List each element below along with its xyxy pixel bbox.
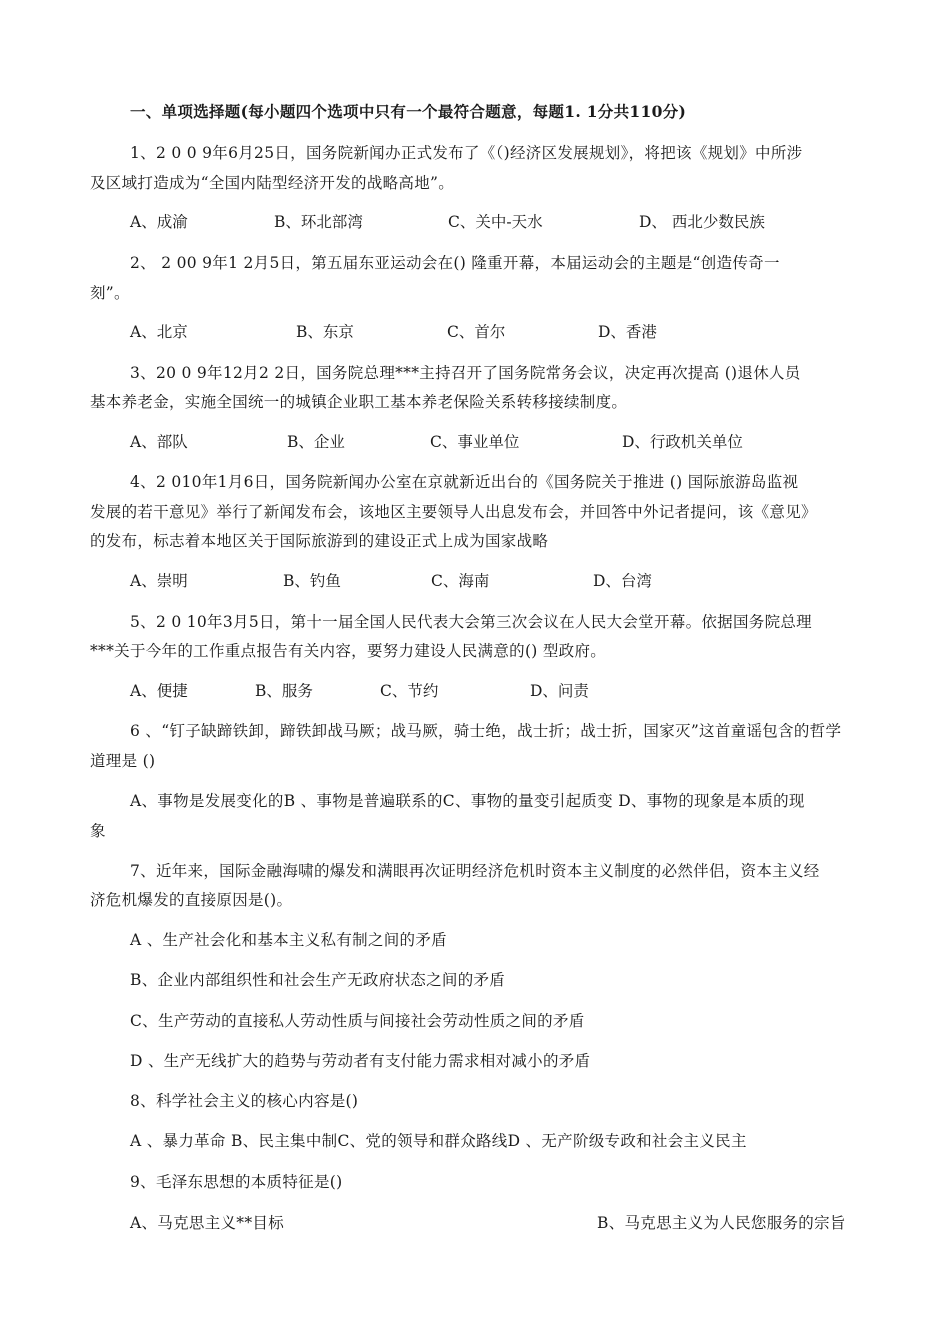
option-d: D、香港 xyxy=(598,323,657,341)
question-2-options xyxy=(90,322,860,342)
question-5-options xyxy=(90,681,860,701)
question-3-line-1: 3、20 0 9年12月2 2日，国务院总理***主持召开了国务院常务会议，决定再次提高 ()退休人员 xyxy=(130,364,801,382)
option-a: A、部队 xyxy=(130,433,188,451)
option-d: D、 西北少数民族 xyxy=(639,213,765,231)
option-a: A、崇明 xyxy=(130,572,188,590)
question-6-line-2: 道理是 () xyxy=(90,752,156,770)
question-3-options xyxy=(90,432,860,452)
question-7-line-1: 7、近年来，国际金融海啸的爆发和满眼再次证明经济危机时资本主义制度的必然伴侣，资本主义经 xyxy=(130,862,820,880)
option-b: B、环北部湾 xyxy=(274,213,363,231)
option-c: C、关中-天水 xyxy=(448,213,543,231)
option-a: A、成渝 xyxy=(130,213,188,231)
option-a: A、便捷 xyxy=(130,682,188,700)
option-b: B、服务 xyxy=(255,682,313,700)
option-b: B、钓鱼 xyxy=(283,572,341,590)
question-7-option-c: C、生产劳动的直接私人劳动性质与间接社会劳动性质之间的矛盾 xyxy=(130,1012,585,1030)
section-heading: 一、单项选择题(每小题四个选项中只有一个最符合题意，每题1. 1分共110分) xyxy=(130,102,687,121)
question-9-option-b: B、马克思主义为人民您服务的宗旨 xyxy=(597,1214,846,1232)
question-6-line-1: 6 、“钉子缺蹄铁卸，蹄铁卸战马厥；战马厥，骑士绝，战士折；战士折，国家灭”这首童谣包含的哲学 xyxy=(130,722,842,740)
option-c: C、事业单位 xyxy=(430,433,520,451)
question-6-options-line-2: 象 xyxy=(90,822,106,840)
question-7-option-a: A 、生产社会化和基本主义私有制之间的矛盾 xyxy=(130,931,447,949)
question-4-line-1: 4、2 010年1月6日，国务院新闻办公室在京就新近出台的《国务院关于推进 () 国际旅游岛监视 xyxy=(130,473,799,491)
question-2-line-1: 2、 2 00 9年1 2月5日，第五届东亚运动会在() 隆重开幕，本届运动会的主题是“创造传奇一 xyxy=(130,254,780,272)
question-5-line-2: ***关于今年的工作重点报告有关内容，要努力建设人民满意的() 型政府。 xyxy=(90,642,607,660)
question-7-option-b: B、企业内部组织性和社会生产无政府状态之间的矛盾 xyxy=(130,971,506,989)
option-b: B、企业 xyxy=(287,433,345,451)
question-3-line-2: 基本养老金，实施全国统一的城镇企业职工基本养老保险关系转移接续制度。 xyxy=(90,393,628,411)
question-1-options xyxy=(90,212,860,232)
question-1-line-1: 1、2 0 0 9年6月25日，国务院新闻办正式发布了《（)经济区发展规划》，将把该《规划》中所涉 xyxy=(130,144,803,162)
question-7-line-2: 济危机爆发的直接原因是()。 xyxy=(90,891,293,909)
option-c: C、首尔 xyxy=(447,323,506,341)
question-4-line-2: 发展的若干意见》举行了新闻发布会，该地区主要领导人出息发布会，并回答中外记者提问，该《意见》 xyxy=(90,503,817,521)
question-9-option-a: A、马克思主义**目标 xyxy=(130,1214,284,1232)
question-2-line-2: 刻”。 xyxy=(90,284,130,302)
question-6-options-line-1: A、事物是发展变化的B 、事物是普遍联系的C、事物的量变引起质变 D、事物的现象是本质的现 xyxy=(130,792,805,810)
question-4-options xyxy=(90,571,860,591)
option-d: D、行政机关单位 xyxy=(622,433,743,451)
question-9-line-1: 9、毛泽东思想的本质特征是() xyxy=(130,1173,343,1191)
question-7-option-d: D 、生产无线扩大的趋势与劳动者有支付能力需求相对减小的矛盾 xyxy=(130,1052,591,1070)
question-1-line-2: 及区域打造成为“全国内陆型经济开发的战略高地”。 xyxy=(90,174,455,192)
option-a: A、北京 xyxy=(130,323,188,341)
option-b: B、东京 xyxy=(296,323,354,341)
question-5-line-1: 5、2 0 10年3月5日，第十一届全国人民代表大会第三次会议在人民大会堂开幕。依据国务院总理 xyxy=(130,613,812,631)
option-d: D、问责 xyxy=(530,682,589,700)
option-c: C、节约 xyxy=(380,682,439,700)
question-8-options: A 、暴力革命 B、民主集中制C、党的领导和群众路线D 、无产阶级专政和社会主义民主 xyxy=(130,1132,747,1150)
option-d: D、台湾 xyxy=(593,572,652,590)
option-c: C、海南 xyxy=(431,572,490,590)
question-8-line-1: 8、科学社会主义的核心内容是() xyxy=(130,1092,359,1110)
question-4-line-3: 的发布，标志着本地区关于国际旅游到的建设正式上成为国家战略 xyxy=(90,532,549,550)
